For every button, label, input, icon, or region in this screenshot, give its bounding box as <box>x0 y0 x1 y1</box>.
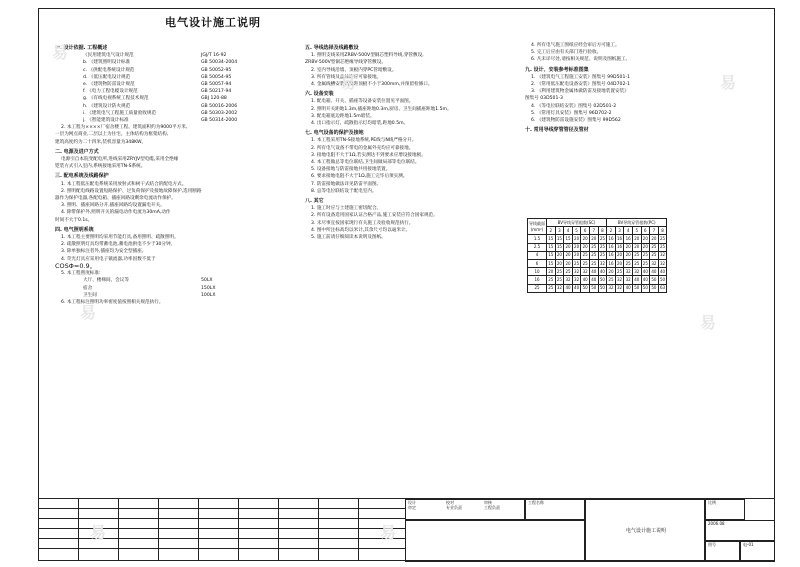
note-line <box>55 81 290 88</box>
table-header: 2 <box>547 227 556 235</box>
table-header: BV导线穿管根数(PC) <box>607 219 667 227</box>
table-cell: 20 <box>632 243 641 251</box>
table-cell: 32 <box>598 259 607 267</box>
table-cell: 32 <box>555 284 564 292</box>
table-cell: 25 <box>547 284 556 292</box>
table-cell: 15 <box>564 235 573 243</box>
table-cell: 50 <box>581 284 590 292</box>
table-cell: 15 <box>555 243 564 251</box>
note-line: 5. 设备接地与防雷接地共用接地装置。 <box>311 167 391 173</box>
table-cell: 20 <box>572 243 581 251</box>
table-cell: 63 <box>658 284 667 292</box>
title-block <box>405 498 775 562</box>
table-cell: 20 <box>581 235 590 243</box>
table-cell: 50 <box>650 284 659 292</box>
table-cell: 50 <box>598 284 607 292</box>
title-block-field: 审核 <box>484 500 492 505</box>
table-cell: 10 <box>528 268 547 276</box>
table-cell: 20 <box>564 251 573 259</box>
table-cell: 32 <box>607 284 616 292</box>
note-item: 《民用建筑电气设计规范 <box>83 53 134 59</box>
note-line: 4. 除带保护外,照明开关的漏电动作电流为30mA,动作 <box>61 210 171 216</box>
note-value: JGJ/T 16-92 <box>201 53 227 59</box>
grid-line <box>38 498 405 499</box>
table-cell: 40 <box>641 268 650 276</box>
note-item: e. 《建筑物防雷设计规范 <box>83 82 135 88</box>
note-line: 5. 施工前请仔细阅读本说明及图纸。 <box>311 235 386 241</box>
table-cell: 40 <box>641 276 650 284</box>
table-cell: 32 <box>632 268 641 276</box>
table-cell: 40 <box>564 284 573 292</box>
table-cell: 16 <box>607 259 616 267</box>
page-title: 电气设计施工说明 <box>165 16 261 29</box>
table-cell: 20 <box>607 268 616 276</box>
note-item: b. 《建筑照明设计标准 <box>83 60 131 66</box>
table-header: 3 <box>555 227 564 235</box>
watermark-glyph: 易 <box>90 523 107 542</box>
note-line: 7. 防雷接地做法详见防雷平面图。 <box>311 181 382 187</box>
note-line: 2. 疏散照明灯具均带蓄电池,蓄电池供电不少于30分钟。 <box>61 242 176 248</box>
note-line <box>55 74 290 81</box>
table-cell: 32 <box>650 259 659 267</box>
note-value: 150LX <box>201 285 216 291</box>
table-cell: 20 <box>572 251 581 259</box>
table-cell: 16 <box>607 251 616 259</box>
note-line <box>55 52 290 59</box>
note-value: 50LX <box>201 278 213 284</box>
table-cell: 25 <box>615 268 624 276</box>
table-cell: 32 <box>658 259 667 267</box>
note-line: 八. 其它 <box>305 198 324 205</box>
table-cell: 15 <box>555 235 564 243</box>
conduit-size-table <box>527 218 667 293</box>
table-cell: 15 <box>547 251 556 259</box>
table-cell: 20 <box>624 251 633 259</box>
table-header: 导线截面(mm²) <box>528 219 547 235</box>
table-cell: 25 <box>581 259 590 267</box>
title-block-fields <box>405 499 525 520</box>
note-line <box>55 67 290 74</box>
note-line: 6. 要求接地电阻不大于1Ω,施工完毕后须实测。 <box>311 174 408 180</box>
table-cell: 20 <box>632 235 641 243</box>
grid-line <box>38 518 405 519</box>
table-cell: 20 <box>547 268 556 276</box>
note-item: 大厅、楼梯间、会议等 <box>83 278 129 284</box>
note-line <box>55 59 290 66</box>
note-line: 4. 荧光灯具应采用电子镇流器,功率因数不低于 <box>61 256 156 262</box>
note-line: 七. 电气设备的保护及接地 <box>305 130 364 137</box>
note-line: 8. 总等电位联结设于配电室内。 <box>311 188 377 194</box>
note-line: 2. 所有电气设备不带电的金属外壳均应可靠接地。 <box>311 145 414 151</box>
table-cell: 20 <box>572 235 581 243</box>
table-cell: 25 <box>555 268 564 276</box>
table-header: 6 <box>581 227 590 235</box>
note-line: 4. 金属线槽安装高度距顶板不小于300mm,并预留检修口。 <box>311 82 433 88</box>
note-item: c. 《供配电系统设计规范 <box>83 67 135 73</box>
note-line: 1. 本工程主要照明均采用节能灯具,备用照明、疏散照明。 <box>61 235 179 241</box>
grid-line <box>38 548 405 549</box>
note-line: 1. 照明支线采用ZRBV-500V型铜芯塑料导线,穿管敷设, <box>311 53 424 59</box>
table-cell: 25 <box>555 276 564 284</box>
note-value: GB 50054-95 <box>201 74 232 80</box>
table-row <box>528 284 667 292</box>
note-line <box>55 95 290 102</box>
table-cell: 20 <box>581 243 590 251</box>
table-cell: 25 <box>650 243 659 251</box>
note-line: 3. 接地电阻不大于1Ω,若实测达不到要求应增设接地极。 <box>311 152 426 158</box>
table-cell: 25 <box>650 251 659 259</box>
note-line: 铠装方式引入室内,系统接地采用TN-S系统。 <box>55 164 146 170</box>
note-line: 时间不大于0.1s。 <box>55 217 93 223</box>
note-line: 4. 本工程做总等电位联结,卫生间做局部等电位联结。 <box>311 160 420 166</box>
notes-column-1 <box>55 42 290 306</box>
note-value: GB 50052-95 <box>201 67 232 73</box>
note-line: 5. 本工程照度标准: <box>61 271 101 277</box>
title-block-number-label: 图号 <box>705 541 740 562</box>
watermark-glyph: 易 <box>380 523 397 542</box>
table-cell: 25 <box>572 259 581 267</box>
table-header: 3 <box>615 227 624 235</box>
table-cell: 40 <box>572 284 581 292</box>
note-line: COSΦ=0.9。 <box>55 261 97 270</box>
table-cell: 25 <box>658 243 667 251</box>
note-line: 四. 电气照明系统 <box>55 226 94 233</box>
table-row <box>528 235 667 243</box>
note-line: 九. 设计、安装参考标准图集 <box>525 66 589 73</box>
note-line: 六. 设备安装 <box>305 91 334 98</box>
notes-column-2 <box>305 42 520 241</box>
table-cell: 16 <box>528 276 547 284</box>
table-cell: 25 <box>589 251 598 259</box>
table-cell: 25 <box>589 243 598 251</box>
title-block-signatures <box>405 520 585 562</box>
table-cell: 25 <box>641 251 650 259</box>
table-cell: 6 <box>528 259 547 267</box>
note-line: 2. 室内导线沿墙、顶板内穿PC管暗敷设。 <box>311 67 397 73</box>
title-block-scale-label: 比例 <box>705 499 745 520</box>
watermark-glyph: 易 <box>720 73 737 92</box>
note-line: 4. 出口指示灯、疏散指示灯均暗装,距地0.5m。 <box>311 121 409 127</box>
table-cell: 32 <box>572 268 581 276</box>
table-cell: 25 <box>598 243 607 251</box>
table-cell: 25 <box>598 251 607 259</box>
table-cell: 25 <box>581 251 590 259</box>
note-value: GB 50314-2000 <box>201 118 238 124</box>
table-header: 4 <box>624 227 633 235</box>
table-cell: 25 <box>528 284 547 292</box>
table-cell: 20 <box>624 243 633 251</box>
note-line: 十. 常用导线穿管管径及管材 <box>525 127 589 134</box>
note-line: 3. 未尽事宜按国家现行有关施工及验收规范执行。 <box>311 220 414 226</box>
note-line <box>55 292 290 299</box>
note-item: 卫生间 <box>83 292 97 298</box>
note-line: 一层为网点商业,二层以上为住宅。主体结构为框架结构, <box>55 132 169 138</box>
table-header: 7 <box>650 227 659 235</box>
table-cell: 32 <box>624 268 633 276</box>
title-block-field: 审定 <box>408 505 416 510</box>
table-cell: 40 <box>598 268 607 276</box>
table-cell: 40 <box>650 268 659 276</box>
table-cell: 20 <box>555 251 564 259</box>
table-cell: 32 <box>615 276 624 284</box>
note-line: 1. 配电箱、开关、插座等设备安装位置见平面图。 <box>311 99 414 105</box>
table-cell: 25 <box>564 268 573 276</box>
table-cell: 25 <box>632 259 641 267</box>
table-cell: 20 <box>641 235 650 243</box>
note-line: 3. 照明、插座回路分开,插座回路均设置漏电开关。 <box>61 203 165 209</box>
table-cell: 25 <box>607 276 616 284</box>
table-cell: 25 <box>658 235 667 243</box>
note-value: GBJ 120-88 <box>201 96 227 102</box>
title-block-number: 电-01 <box>740 541 775 562</box>
table-cell: 40 <box>658 268 667 276</box>
table-cell: 25 <box>547 276 556 284</box>
table-header: 4 <box>564 227 573 235</box>
title-block-drawing-name: 电气设计施工说明 <box>585 499 705 562</box>
note-item: f. 《电力工程电缆设计规范 <box>83 89 138 95</box>
table-cell: 32 <box>615 284 624 292</box>
title-block-field: 设计 <box>408 500 416 505</box>
note-line: 6. 凡未详尽处,请按相关规范、说明及图纸施工。 <box>531 57 631 63</box>
note-line: 6. 《建筑物防雷设施安装》图集号 99D562 <box>531 118 621 124</box>
note-line: 二. 电源及进户方式 <box>55 148 99 155</box>
table-row <box>528 259 667 267</box>
note-item: 宿舍 <box>83 285 93 291</box>
note-line: 2. 本工程为××××厂宿舍楼工程。建筑面积约为9000平方米, <box>61 125 188 131</box>
note-value: GB 50034-2004 <box>201 60 238 66</box>
title-block-field: 专业负责 <box>446 505 462 510</box>
note-value: GB 50016-2006 <box>201 103 238 109</box>
table-cell: 20 <box>650 235 659 243</box>
table-header: 8 <box>658 227 667 235</box>
table-cell: 20 <box>564 243 573 251</box>
note-value: 100LX <box>201 292 216 298</box>
note-line: 一. 设计依据. 工程概述 <box>55 45 108 51</box>
table-row <box>528 268 667 276</box>
title-block-date: 2006.08 <box>705 520 775 541</box>
table-cell: 50 <box>658 276 667 284</box>
table-cell: 16 <box>607 243 616 251</box>
table-cell: 25 <box>589 259 598 267</box>
note-line: ZRBV-500V型铜芯绝缘导线穿管敷设。 <box>305 60 386 66</box>
table-header: 6 <box>641 227 650 235</box>
table-cell: 32 <box>581 268 590 276</box>
note-item: j. 《智能建筑设计标准 <box>83 118 129 124</box>
table-cell: 50 <box>598 276 607 284</box>
table-cell: 40 <box>632 276 641 284</box>
table-cell: 15 <box>547 243 556 251</box>
table-cell: 32 <box>658 251 667 259</box>
table-cell: 16 <box>624 235 633 243</box>
table-cell: 20 <box>615 251 624 259</box>
note-value: GB 50303-2002 <box>201 110 238 116</box>
table-header: 8 <box>598 227 607 235</box>
note-line: 2. 照明配电线路设置短路保护、过负荷保护及接地故障保护,选用断路 <box>61 188 202 194</box>
table-cell: 40 <box>624 284 633 292</box>
note-line <box>55 285 290 292</box>
note-line: 6. 本工程标注照明功率密度值按照相关规范执行。 <box>61 299 164 305</box>
note-line: 五. 导线选择及线路敷设 <box>305 45 359 51</box>
table-header: 2 <box>607 227 616 235</box>
grid-line <box>38 508 405 509</box>
note-line: 3. 《利用建筑物金属体做防雷及接地装置安装》 <box>531 89 629 95</box>
note-line: 1. 施工时应与土建施工密切配合。 <box>311 206 382 212</box>
note-line: 3. 除单独标注者外,插座均为安全型插座。 <box>61 249 147 255</box>
table-cell: 40 <box>589 276 598 284</box>
note-line: 三. 配电系统及线路保护 <box>55 173 109 180</box>
note-value: GB 50057-94 <box>201 82 232 88</box>
note-line <box>55 88 290 95</box>
note-line: 图集号 03D501-3 <box>525 96 563 102</box>
table-cell: 32 <box>624 276 633 284</box>
table-cell: 50 <box>650 276 659 284</box>
note-line: 2. 所有设备选用国家认证合格产品,施工安装应符合国家规范。 <box>311 213 438 219</box>
table-cell: 40 <box>589 268 598 276</box>
table-row <box>528 276 667 284</box>
table-row <box>528 243 667 251</box>
table-cell: 50 <box>641 284 650 292</box>
note-line: 1. 本工程采用TN-S接地系统,PE线与N线严格分开。 <box>311 138 417 144</box>
table-cell: 16 <box>615 243 624 251</box>
table-cell: 20 <box>615 259 624 267</box>
watermark-glyph: 易 <box>52 43 69 62</box>
note-line: 2. 照明开关距地1.3m,插座距地0.3m,厨房、卫生间插座距地1.5m。 <box>311 106 452 112</box>
table-cell: 15 <box>547 235 556 243</box>
note-item: g. 《有线电视系统工程技术规范 <box>83 96 149 102</box>
note-line: 4. 图中所注标高均以米计,其余尺寸均以毫米计。 <box>311 227 411 233</box>
note-line: 1. 本工程低压配电系统采用放射式和树干式结合的配电方式。 <box>61 181 187 187</box>
note-line: 5. 完工后应由有关部门进行验收。 <box>531 50 602 56</box>
table-header: 5 <box>572 227 581 235</box>
note-item: h. 《建筑设计防火规范 <box>83 103 131 109</box>
note-item: d. 《低压配电设计规范 <box>83 74 131 80</box>
title-block-field: 校对 <box>446 500 454 505</box>
note-line: 器作为保护电器,各配电箱、插座回路设剩余电流动作保护。 <box>55 196 176 202</box>
note-line <box>55 117 290 124</box>
table-cell: 50 <box>589 284 598 292</box>
table-cell: 50 <box>632 284 641 292</box>
watermark-glyph: 易 <box>340 73 357 92</box>
table-cell: 20 <box>555 259 564 267</box>
table-cell: 32 <box>564 276 573 284</box>
note-line <box>55 103 290 110</box>
watermark-glyph: 易 <box>700 313 717 332</box>
table-cell: 16 <box>615 235 624 243</box>
note-line: 4. 《等电位联结安装》图集号 02D501-2 <box>531 103 617 109</box>
note-line: 1. 《建筑电气工程施工安装》图集号 99D501-1 <box>531 74 630 80</box>
note-line: 2. 《常用低压配电设备安装》图集号 04D702-1 <box>531 82 630 88</box>
table-cell: 16 <box>607 235 616 243</box>
table-cell: 4 <box>528 251 547 259</box>
table-cell: 25 <box>624 259 633 267</box>
note-line: 建筑高度约为二十四米,装机容量为348KW。 <box>55 139 147 145</box>
note-value: GB 50217-94 <box>201 89 232 95</box>
note-line: 电源引自本院变配电所,进线采用ZRYJV型电缆,采用全绝缘 <box>61 157 179 163</box>
table-cell: 25 <box>598 235 607 243</box>
table-cell: 32 <box>572 276 581 284</box>
note-line <box>55 110 290 117</box>
note-line: 3. 配电箱底边距地1.5m暗装。 <box>311 113 375 119</box>
table-cell: 25 <box>632 251 641 259</box>
table-cell: 2.5 <box>528 243 547 251</box>
table-cell: 20 <box>589 235 598 243</box>
table-cell: 20 <box>641 243 650 251</box>
note-line <box>55 277 290 284</box>
table-cell: 15 <box>547 259 556 267</box>
table-header: 7 <box>589 227 598 235</box>
note-line: 4. 所有电气施工图纸应经会审后方可施工。 <box>531 43 620 48</box>
table-header: 5 <box>632 227 641 235</box>
table-cell: 20 <box>564 259 573 267</box>
watermark-glyph: 易 <box>80 303 97 322</box>
table-cell: 1.5 <box>528 235 547 243</box>
note-line: 5. 《常用灯具安装》图集号 96D702-2 <box>531 110 612 116</box>
table-header: BV导线穿管根数(SC) <box>547 219 607 227</box>
title-block-project: 工程名称 <box>525 499 585 520</box>
title-block-field: 工程负责 <box>484 505 500 510</box>
note-line: 3. 所有管线及盒体均应可靠接地。 <box>311 74 382 80</box>
note-item: i. 《建筑电气工程施工质量验收规范 <box>83 110 157 116</box>
table-row <box>528 251 667 259</box>
table-cell: 40 <box>581 276 590 284</box>
table-cell: 25 <box>641 259 650 267</box>
